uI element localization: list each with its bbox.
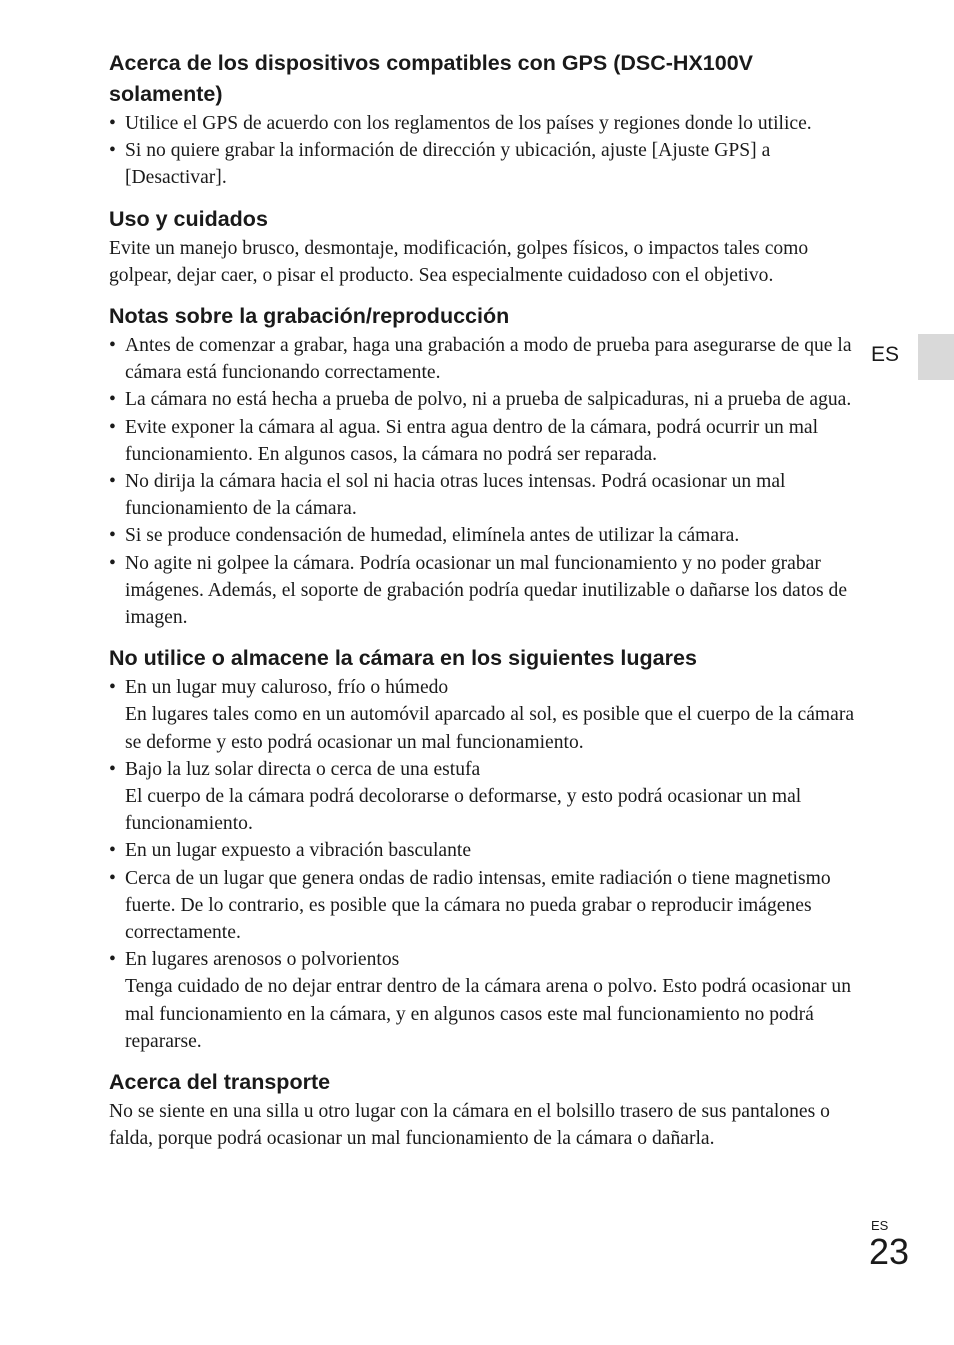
list-item: • Si se produce condensación de humedad, elimínela antes de utilizar la cámara. <box>109 522 861 549</box>
bullet-icon: • <box>109 113 116 134</box>
section-heading: No utilice o almacene la cámara en los siguientes lugares <box>109 646 697 671</box>
page-content <box>109 48 861 1165</box>
bullet-icon: • <box>109 677 116 699</box>
bullet-icon: • <box>109 389 116 411</box>
bullet-icon: • <box>109 335 116 357</box>
bullet-list <box>109 332 861 631</box>
footer-language: ES <box>871 1218 889 1233</box>
list-item: • Si no quiere grabar la información de dirección y ubicación, ajuste [Ajuste GPS] a [Desactivar]. <box>109 137 861 191</box>
bullet-icon: • <box>109 525 116 547</box>
bullet-icon: • <box>109 416 116 438</box>
section-heading: Acerca del transporte <box>109 1070 331 1095</box>
section-grabacion <box>109 301 861 631</box>
list-item: • En un lugar expuesto a vibración basculante <box>109 837 861 864</box>
side-tab-marker <box>918 334 954 380</box>
bullet-icon: • <box>109 471 116 493</box>
list-item: • En un lugar muy caluroso, frío o húmedo En lugares tales como en un automóvil aparcado al sol, es posible que el cuerpo de la cámara se deforme y esto podrá ocasionar un mal funcionamiento. <box>109 674 861 756</box>
section-paragraph: Evite un manejo brusco, desmontaje, modificación, golpes físicos, o impactos tales como golpear, dejar caer, o pisar el producto. Sea especialmente cuidadoso con el objetivo. <box>109 237 809 286</box>
section-heading: Acerca de los dispositivos compatibles con GPS (DSC-HX100V solamente) <box>109 51 754 106</box>
section-paragraph: No se siente en una silla u otro lugar con la cámara en el bolsillo trasero de sus pantalones o falda, porque podrá ocasionar un mal funcionamiento de la cámara o dañarla. <box>109 1101 830 1150</box>
list-item: • No agite ni golpee la cámara. Podría ocasionar un mal funcionamiento y no poder grabar imágenes. Además, el soporte de grabación podría quedar inutilizable o dañarse los datos de imagen. <box>109 550 861 632</box>
page-number: 23 <box>869 1231 910 1272</box>
list-item: • Evite exponer la cámara al agua. Si entra agua dentro de la cámara, podrá ocurrir un mal funcionamiento. En algunos casos, la cámara no podrá ser reparada. <box>109 414 861 468</box>
list-item: • Antes de comenzar a grabar, haga una grabación a modo de prueba para asegurarse de que la cámara está funcionando correctamente. <box>109 332 861 386</box>
list-item: • Bajo la luz solar directa o cerca de una estufa El cuerpo de la cámara podrá decolorarse o deformarse, y esto podrá ocasionar un mal funcionamiento. <box>109 756 861 838</box>
section-transporte <box>109 1067 861 1152</box>
bullet-icon: • <box>109 867 116 889</box>
bullet-list <box>109 110 861 192</box>
list-item: • En lugares arenosos o polvorientos Tenga cuidado de no dejar entrar dentro de la cámara arena o polvo. Esto podrá ocasionar un mal funcionamiento en la cámara, y en algunos casos este mal funcionamiento no podrá repararse. <box>109 946 861 1055</box>
list-item: • Utilice el GPS de acuerdo con los reglamentos de los países y regiones donde lo utilice. <box>109 110 861 137</box>
bullet-icon: • <box>109 758 116 780</box>
section-lugares <box>109 643 861 1055</box>
list-item: • Cerca de un lugar que genera ondas de radio intensas, emite radiación o tiene magnetismo fuerte. De lo contrario, es posible que la cámara no pueda grabar o reproducir imágenes correctamente. <box>109 865 861 947</box>
section-uso-cuidados <box>109 204 861 289</box>
side-language-label: ES <box>871 343 900 366</box>
section-heading: Notas sobre la grabación/reproducción <box>109 304 510 329</box>
bullet-list <box>109 674 861 1055</box>
bullet-icon: • <box>109 949 116 971</box>
bullet-icon: • <box>109 840 116 862</box>
section-heading: Uso y cuidados <box>109 206 268 231</box>
bullet-icon: • <box>109 140 116 162</box>
bullet-icon: • <box>109 552 116 574</box>
list-item: • La cámara no está hecha a prueba de polvo, ni a prueba de salpicaduras, ni a prueba de agua. <box>109 386 861 413</box>
list-item: • No dirija la cámara hacia el sol ni hacia otras luces intensas. Podrá ocasionar un mal funcionamiento de la cámara. <box>109 468 861 522</box>
section-gps <box>109 48 861 192</box>
